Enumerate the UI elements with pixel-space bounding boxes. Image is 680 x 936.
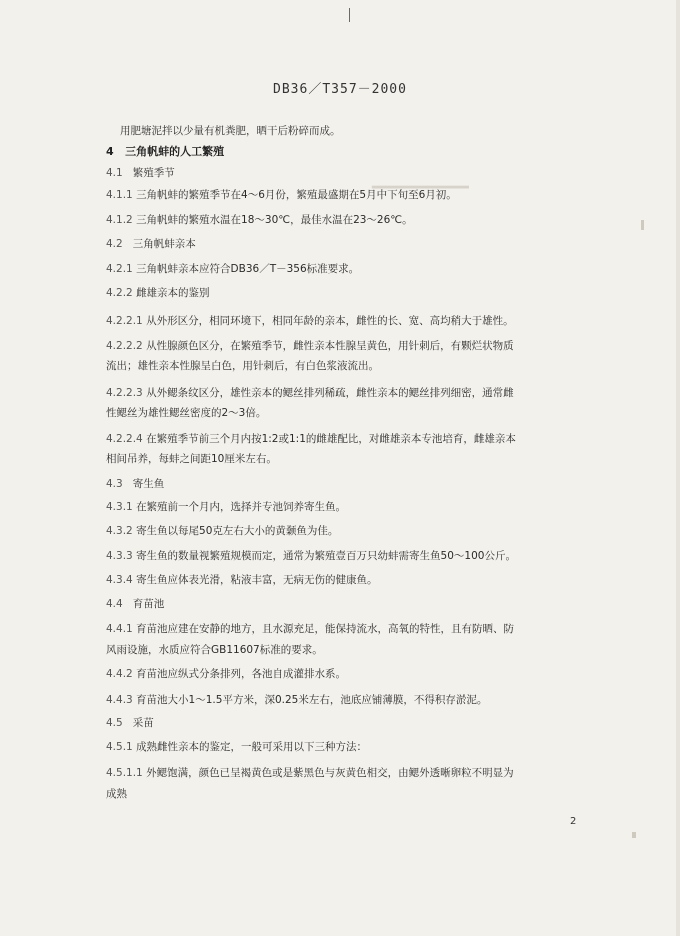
clause-line: 4.1.1 三角帆蚌的繁殖季节在4～6月份，繁殖最盛期在5月中下旬至6月初。 xyxy=(106,189,457,201)
continuation-line: 风雨设施，水质应符合GB11607标准的要求。 xyxy=(106,644,323,656)
clause-line: 4.3.4 寄生鱼应体表光滑，粘液丰富，无病无伤的健康鱼。 xyxy=(106,574,378,586)
bleed-through-ghost: ▁▁▁▁▁▁▁ xyxy=(372,168,469,189)
document-header: DB36／T357－2000 xyxy=(273,82,407,97)
clause-line: 4.2.1 三角帆蚌亲本应符合DB36／T－356标准要求。 xyxy=(106,263,360,275)
clause-line: 4.4.1 育苗池应建在安静的地方，且水源充足，能保持流水，高氧的特性，且有防晒、防 xyxy=(106,623,515,635)
scan-smudge xyxy=(632,832,636,838)
clause-line: 4.3.3 寄生鱼的数量视繁殖规模而定，通常为繁殖壹百万只幼蚌需寄生鱼50～100公斤。 xyxy=(106,550,516,562)
clause-line: 4.4.2 育苗池应纵式分条排列，各池自成灌排水系。 xyxy=(106,668,347,680)
subsection-heading: 4.5 采苗 xyxy=(106,717,154,729)
continuation-line: 相间吊养，每蚌之间距10厘米左右。 xyxy=(106,453,277,465)
clause-line: 4.2.2.1 从外形区分，相同环境下，相同年龄的亲本，雌性的长、宽、高均稍大于雄性。 xyxy=(106,315,514,327)
continuation-line: 成熟 xyxy=(106,788,127,800)
clause-line: 4.2.2 雌雄亲本的鉴别 xyxy=(106,287,210,299)
page-number: 2 xyxy=(570,816,577,827)
section-heading: 4 三角帆蚌的人工繁殖 xyxy=(106,145,225,158)
subsection-heading: 4.4 育苗池 xyxy=(106,598,165,610)
text-line: 用肥塘泥拌以少量有机粪肥，晒干后粉碎而成。 xyxy=(120,125,341,137)
clause-line: 4.1.2 三角帆蚌的繁殖水温在18～30℃，最佳水温在23～26℃。 xyxy=(106,214,413,226)
clause-line: 4.5.1.1 外鳃饱满，颜色已呈褐黄色或是紫黑色与灰黄色相交，由鳃外透晰卵粒不明显为 xyxy=(106,767,514,779)
continuation-line: 性鳃丝为雄性鳃丝密度的2～3倍。 xyxy=(106,407,267,419)
continuation-line: 流出；雄性亲本性腺呈白色，用针刺后，有白色浆液流出。 xyxy=(106,360,379,372)
subsection-heading: 4.1 繁殖季节 xyxy=(106,167,175,179)
subsection-heading: 4.3 寄生鱼 xyxy=(106,478,165,490)
clause-line: 4.5.1 成熟雌性亲本的鉴定，一般可采用以下三种方法： xyxy=(106,741,368,753)
clause-line: 4.2.2.4 在繁殖季节前三个月内按1:2或1:1的雌雄配比，对雌雄亲本专池培育，雌雄亲本 xyxy=(106,433,516,445)
scan-smudge xyxy=(641,220,644,230)
clause-line: 4.4.3 育苗池大小1～1.5平方米，深0.25米左右，池底应铺薄膜，不得积存淤泥。 xyxy=(106,694,488,706)
clause-line: 4.2.2.2 从性腺颜色区分，在繁殖季节，雌性亲本性腺呈黄色，用针刺后，有颗烂状物质 xyxy=(106,340,514,352)
scan-mark xyxy=(349,8,350,22)
clause-line: 4.3.1 在繁殖前一个月内，选择并专池饲养寄生鱼。 xyxy=(106,501,347,513)
clause-line: 4.2.2.3 从外鳃条纹区分，雄性亲本的鳃丝排列稀疏，雌性亲本的鳃丝排列细密，通常雌 xyxy=(106,387,514,399)
clause-line: 4.3.2 寄生鱼以每尾50克左右大小的黄颡鱼为佳。 xyxy=(106,525,339,537)
scan-edge xyxy=(676,0,680,936)
subsection-heading: 4.2 三角帆蚌亲本 xyxy=(106,238,196,250)
